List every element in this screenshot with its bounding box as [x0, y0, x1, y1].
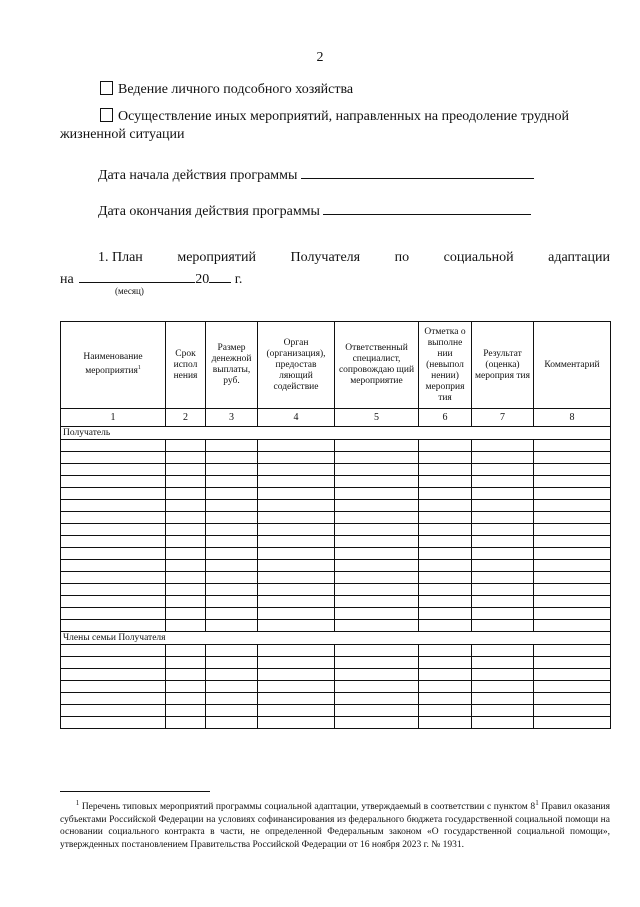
table-cell[interactable]	[335, 705, 419, 717]
table-cell[interactable]	[534, 512, 611, 524]
table-cell[interactable]	[419, 669, 472, 681]
table-cell[interactable]	[206, 488, 258, 500]
table-cell[interactable]	[61, 717, 166, 729]
checkbox-other-measures-label: Осуществление иных мероприятий, направленных на преодоление трудной	[118, 109, 570, 124]
table-cell[interactable]	[166, 488, 206, 500]
table-cell[interactable]	[206, 536, 258, 548]
table-cell[interactable]	[206, 572, 258, 584]
footnote-mark: 1	[75, 799, 80, 807]
table-row	[61, 705, 611, 717]
table-cell[interactable]	[258, 572, 335, 584]
table-row	[61, 608, 611, 620]
checkbox-row-household	[100, 81, 353, 98]
footnote-text-cont: Правил оказания субъектами Российской Федерации на условиях софинансирования из федерального бюджета государственной социальной помощи на основании социального контракта в части, не определенной Федеральным законом «О государственной социальной помощи», утвержденных постановлением Правительства Российской Федерации от 16 ноября 2023 г. № 1931.	[60, 802, 610, 850]
column-number-row	[61, 409, 611, 427]
footnote	[60, 797, 610, 851]
table-row	[61, 657, 611, 669]
table-cell[interactable]	[335, 645, 419, 657]
table-cell[interactable]	[166, 669, 206, 681]
table-cell[interactable]	[258, 608, 335, 620]
table-cell[interactable]	[472, 596, 534, 608]
column-header: Комментарий	[534, 322, 611, 409]
end-date-label: Дата окончания действия программы	[98, 204, 320, 219]
footnote-text-mark: 1	[535, 799, 539, 807]
table-cell[interactable]	[258, 645, 335, 657]
table-cell[interactable]	[61, 524, 166, 536]
plan-period-row	[60, 268, 242, 288]
column-number: 7	[472, 409, 534, 427]
table-row	[61, 572, 611, 584]
table-cell[interactable]	[472, 693, 534, 705]
table-cell[interactable]	[335, 512, 419, 524]
table-cell[interactable]	[335, 693, 419, 705]
table-cell[interactable]	[335, 669, 419, 681]
table-row	[61, 645, 611, 657]
table-row	[61, 440, 611, 452]
table-cell[interactable]	[534, 669, 611, 681]
table-row	[61, 512, 611, 524]
table-cell[interactable]	[534, 657, 611, 669]
table-cell[interactable]	[258, 500, 335, 512]
table-cell[interactable]	[258, 488, 335, 500]
table-cell[interactable]	[206, 440, 258, 452]
table-cell[interactable]	[419, 524, 472, 536]
table-cell[interactable]	[166, 560, 206, 572]
table-cell[interactable]	[419, 620, 472, 632]
recipient-rows	[61, 440, 611, 632]
table-cell[interactable]	[419, 681, 472, 693]
table-row	[61, 536, 611, 548]
start-date-row	[98, 164, 534, 184]
column-number: 1	[61, 409, 166, 427]
table-cell[interactable]	[258, 512, 335, 524]
table-cell[interactable]	[206, 681, 258, 693]
table-cell[interactable]	[335, 717, 419, 729]
table-cell[interactable]	[419, 464, 472, 476]
column-number: 3	[206, 409, 258, 427]
table-header-row	[61, 322, 611, 409]
table-cell[interactable]	[534, 536, 611, 548]
family-rows	[61, 645, 611, 729]
table-cell[interactable]	[166, 512, 206, 524]
table-cell[interactable]	[534, 524, 611, 536]
table-cell[interactable]	[419, 536, 472, 548]
table-cell[interactable]	[335, 608, 419, 620]
start-date-label: Дата начала действия программы	[98, 168, 298, 183]
table-cell[interactable]	[472, 464, 534, 476]
column-number: 5	[335, 409, 419, 427]
table-cell[interactable]	[206, 645, 258, 657]
table-cell[interactable]	[206, 693, 258, 705]
table-cell[interactable]	[534, 440, 611, 452]
table-cell[interactable]	[258, 620, 335, 632]
table-cell[interactable]	[419, 572, 472, 584]
plan-period-prefix: на	[60, 272, 74, 287]
table-cell[interactable]	[61, 681, 166, 693]
plan-table	[60, 321, 611, 729]
table-cell[interactable]	[206, 717, 258, 729]
table-cell[interactable]	[419, 596, 472, 608]
table-cell[interactable]	[206, 464, 258, 476]
table-cell[interactable]	[534, 681, 611, 693]
footnote-separator	[60, 791, 210, 792]
table-cell[interactable]	[61, 620, 166, 632]
table-cell[interactable]	[61, 452, 166, 464]
table-cell[interactable]	[61, 584, 166, 596]
column-header: Орган (организация), предостав ляющий содействие	[258, 322, 335, 409]
table-cell[interactable]	[166, 645, 206, 657]
table-cell[interactable]	[419, 560, 472, 572]
table-cell[interactable]	[206, 452, 258, 464]
table-cell[interactable]	[166, 596, 206, 608]
table-cell[interactable]	[534, 705, 611, 717]
table-cell[interactable]	[61, 488, 166, 500]
table-cell[interactable]	[335, 488, 419, 500]
table-cell[interactable]	[258, 548, 335, 560]
plan-heading-word: 1. План	[98, 250, 143, 265]
table-cell[interactable]	[166, 464, 206, 476]
table-cell[interactable]	[206, 596, 258, 608]
table-cell[interactable]	[206, 657, 258, 669]
table-cell[interactable]	[419, 476, 472, 488]
table-row	[61, 452, 611, 464]
table-cell[interactable]	[61, 500, 166, 512]
table-cell[interactable]	[61, 596, 166, 608]
table-row	[61, 669, 611, 681]
plan-heading-word: по	[394, 250, 410, 265]
footnote-text: Перечень типовых мероприятий программы социальной адаптации, утверждаемый в соответствии с пунктом 8	[81, 802, 536, 813]
table-row	[61, 620, 611, 632]
table-cell[interactable]	[534, 572, 611, 584]
table-cell[interactable]	[206, 669, 258, 681]
table-cell[interactable]	[166, 620, 206, 632]
table-cell[interactable]	[472, 705, 534, 717]
table-cell[interactable]	[206, 476, 258, 488]
table-cell[interactable]	[166, 476, 206, 488]
table-cell[interactable]	[258, 669, 335, 681]
table-cell[interactable]	[335, 657, 419, 669]
table-cell[interactable]	[206, 620, 258, 632]
table-cell[interactable]	[472, 476, 534, 488]
table-cell[interactable]	[61, 572, 166, 584]
table-cell[interactable]	[61, 536, 166, 548]
year-suffix: г.	[234, 272, 243, 287]
column-header: Размер денежной выплаты, руб.	[206, 322, 258, 409]
table-row	[61, 596, 611, 608]
table-cell[interactable]	[534, 596, 611, 608]
table-cell[interactable]	[61, 440, 166, 452]
table-cell[interactable]	[166, 657, 206, 669]
checkbox-household[interactable]	[100, 81, 113, 95]
plan-heading-word: социальной	[443, 250, 514, 265]
table-cell[interactable]	[258, 584, 335, 596]
table-cell[interactable]	[472, 620, 534, 632]
table-cell[interactable]	[472, 536, 534, 548]
table-cell[interactable]	[61, 608, 166, 620]
start-date-field[interactable]	[301, 164, 534, 179]
table-cell[interactable]	[335, 440, 419, 452]
checkbox-other-measures-label-cont: жизненной ситуации	[60, 127, 185, 142]
table-cell[interactable]	[472, 657, 534, 669]
table-cell[interactable]	[258, 596, 335, 608]
table-row	[61, 548, 611, 560]
table-cell[interactable]	[61, 657, 166, 669]
table-cell[interactable]	[335, 620, 419, 632]
table-cell[interactable]	[166, 440, 206, 452]
table-cell[interactable]	[206, 512, 258, 524]
checkbox-other-measures[interactable]	[100, 108, 113, 122]
table-cell[interactable]	[472, 500, 534, 512]
table-cell[interactable]	[534, 620, 611, 632]
table-cell[interactable]	[472, 717, 534, 729]
table-cell[interactable]	[534, 476, 611, 488]
table-cell[interactable]	[61, 693, 166, 705]
table-row	[61, 693, 611, 705]
table-cell[interactable]	[166, 548, 206, 560]
table-cell[interactable]	[61, 669, 166, 681]
table-row	[61, 560, 611, 572]
table-cell[interactable]	[472, 645, 534, 657]
table-cell[interactable]	[258, 681, 335, 693]
table-cell[interactable]	[534, 693, 611, 705]
table-cell[interactable]	[166, 536, 206, 548]
table-cell[interactable]	[335, 452, 419, 464]
table-cell[interactable]	[534, 584, 611, 596]
table-cell[interactable]	[419, 717, 472, 729]
table-row	[61, 681, 611, 693]
plan-heading-word: Получателя	[290, 250, 361, 265]
table-cell[interactable]	[61, 548, 166, 560]
table-cell[interactable]	[419, 548, 472, 560]
table-cell[interactable]	[258, 476, 335, 488]
table-cell[interactable]	[166, 452, 206, 464]
table-cell[interactable]	[206, 584, 258, 596]
column-header: Ответственный специалист, сопровождаю щий мероприятие	[335, 322, 419, 409]
section-row-family	[61, 632, 611, 645]
table-cell[interactable]	[419, 440, 472, 452]
column-header: Результат (оценка) мероприя тия	[472, 322, 534, 409]
table-cell[interactable]	[258, 705, 335, 717]
table-cell[interactable]	[206, 705, 258, 717]
table-cell[interactable]	[206, 608, 258, 620]
table-cell[interactable]	[166, 705, 206, 717]
table-cell[interactable]	[166, 584, 206, 596]
table-cell[interactable]	[534, 500, 611, 512]
table-cell[interactable]	[419, 705, 472, 717]
table-cell[interactable]	[472, 524, 534, 536]
table-cell[interactable]	[335, 524, 419, 536]
table-cell[interactable]	[258, 440, 335, 452]
table-row	[61, 476, 611, 488]
table-cell[interactable]	[206, 548, 258, 560]
table-cell[interactable]	[61, 705, 166, 717]
table-cell[interactable]	[335, 548, 419, 560]
table-cell[interactable]	[206, 524, 258, 536]
column-number: 2	[166, 409, 206, 427]
table-cell[interactable]	[206, 500, 258, 512]
table-row	[61, 500, 611, 512]
table-cell[interactable]	[419, 608, 472, 620]
table-cell[interactable]	[472, 452, 534, 464]
table-cell[interactable]	[419, 512, 472, 524]
plan-heading-word: адаптации	[548, 250, 610, 265]
column-header: Отметка о выполне нии (невыпол нении) мероприя тия	[419, 322, 472, 409]
table-cell[interactable]	[472, 440, 534, 452]
table-cell[interactable]	[534, 548, 611, 560]
table-cell[interactable]	[534, 645, 611, 657]
table-cell[interactable]	[419, 452, 472, 464]
table-cell[interactable]	[258, 452, 335, 464]
table-cell[interactable]	[534, 464, 611, 476]
checkbox-household-label: Ведение личного подсобного хозяйства	[118, 82, 354, 97]
table-cell[interactable]	[258, 464, 335, 476]
table-cell[interactable]	[534, 717, 611, 729]
table-row	[61, 464, 611, 476]
table-cell[interactable]	[419, 645, 472, 657]
table-cell[interactable]	[166, 681, 206, 693]
end-date-field[interactable]	[323, 200, 531, 215]
table-cell[interactable]	[166, 500, 206, 512]
table-cell[interactable]	[472, 669, 534, 681]
table-cell[interactable]	[61, 645, 166, 657]
table-cell[interactable]	[419, 657, 472, 669]
table-cell[interactable]	[166, 572, 206, 584]
table-cell[interactable]	[419, 500, 472, 512]
table-cell[interactable]	[206, 560, 258, 572]
table-cell[interactable]	[258, 657, 335, 669]
table-cell[interactable]	[534, 560, 611, 572]
section-row-recipient	[61, 427, 611, 440]
table-cell[interactable]	[61, 512, 166, 524]
year-prefix: 20	[195, 272, 210, 287]
table-cell[interactable]	[472, 488, 534, 500]
column-number: 8	[534, 409, 611, 427]
year-field[interactable]	[209, 268, 231, 283]
table-cell[interactable]	[258, 693, 335, 705]
column-header: Срок испол нения	[166, 322, 206, 409]
table-cell[interactable]	[61, 476, 166, 488]
table-cell[interactable]	[166, 693, 206, 705]
table-cell[interactable]	[61, 464, 166, 476]
month-field[interactable]	[79, 268, 195, 283]
table-cell[interactable]	[472, 560, 534, 572]
plan-heading	[98, 250, 610, 266]
table-row	[61, 584, 611, 596]
table-cell[interactable]	[472, 584, 534, 596]
table-cell[interactable]	[419, 584, 472, 596]
section-title: Получатель	[61, 427, 611, 440]
table-cell[interactable]	[61, 560, 166, 572]
table-cell[interactable]	[335, 572, 419, 584]
table-cell[interactable]	[335, 596, 419, 608]
table-cell[interactable]	[335, 464, 419, 476]
table-row	[61, 524, 611, 536]
column-number: 4	[258, 409, 335, 427]
column-number: 6	[419, 409, 472, 427]
table-cell[interactable]	[166, 524, 206, 536]
column-header: Наименование мероприятия$^1$	[61, 322, 166, 409]
table-row	[61, 488, 611, 500]
end-date-row	[98, 200, 531, 220]
table-cell[interactable]	[335, 584, 419, 596]
table-cell[interactable]	[419, 488, 472, 500]
table-cell[interactable]	[472, 608, 534, 620]
table-cell[interactable]	[472, 548, 534, 560]
table-cell[interactable]	[472, 681, 534, 693]
table-cell[interactable]	[166, 608, 206, 620]
table-cell[interactable]	[335, 560, 419, 572]
checkbox-row-other-measures	[100, 108, 569, 125]
table-cell[interactable]	[472, 512, 534, 524]
section-title: Члены семьи Получателя	[61, 632, 611, 645]
table-cell[interactable]	[335, 500, 419, 512]
page-number: 2	[316, 50, 324, 65]
table-row	[61, 717, 611, 729]
table-cell[interactable]	[258, 717, 335, 729]
table-cell[interactable]	[472, 572, 534, 584]
table-cell[interactable]	[335, 476, 419, 488]
table-cell[interactable]	[534, 452, 611, 464]
table-cell[interactable]	[335, 681, 419, 693]
table-cell[interactable]	[335, 536, 419, 548]
table-cell[interactable]	[534, 608, 611, 620]
table-cell[interactable]	[166, 717, 206, 729]
plan-heading-word: мероприятий	[177, 250, 256, 265]
table-cell[interactable]	[258, 536, 335, 548]
table-cell[interactable]	[534, 488, 611, 500]
table-cell[interactable]	[258, 560, 335, 572]
month-caption: (месяц)	[115, 286, 144, 296]
table-cell[interactable]	[258, 524, 335, 536]
table-cell[interactable]	[419, 693, 472, 705]
